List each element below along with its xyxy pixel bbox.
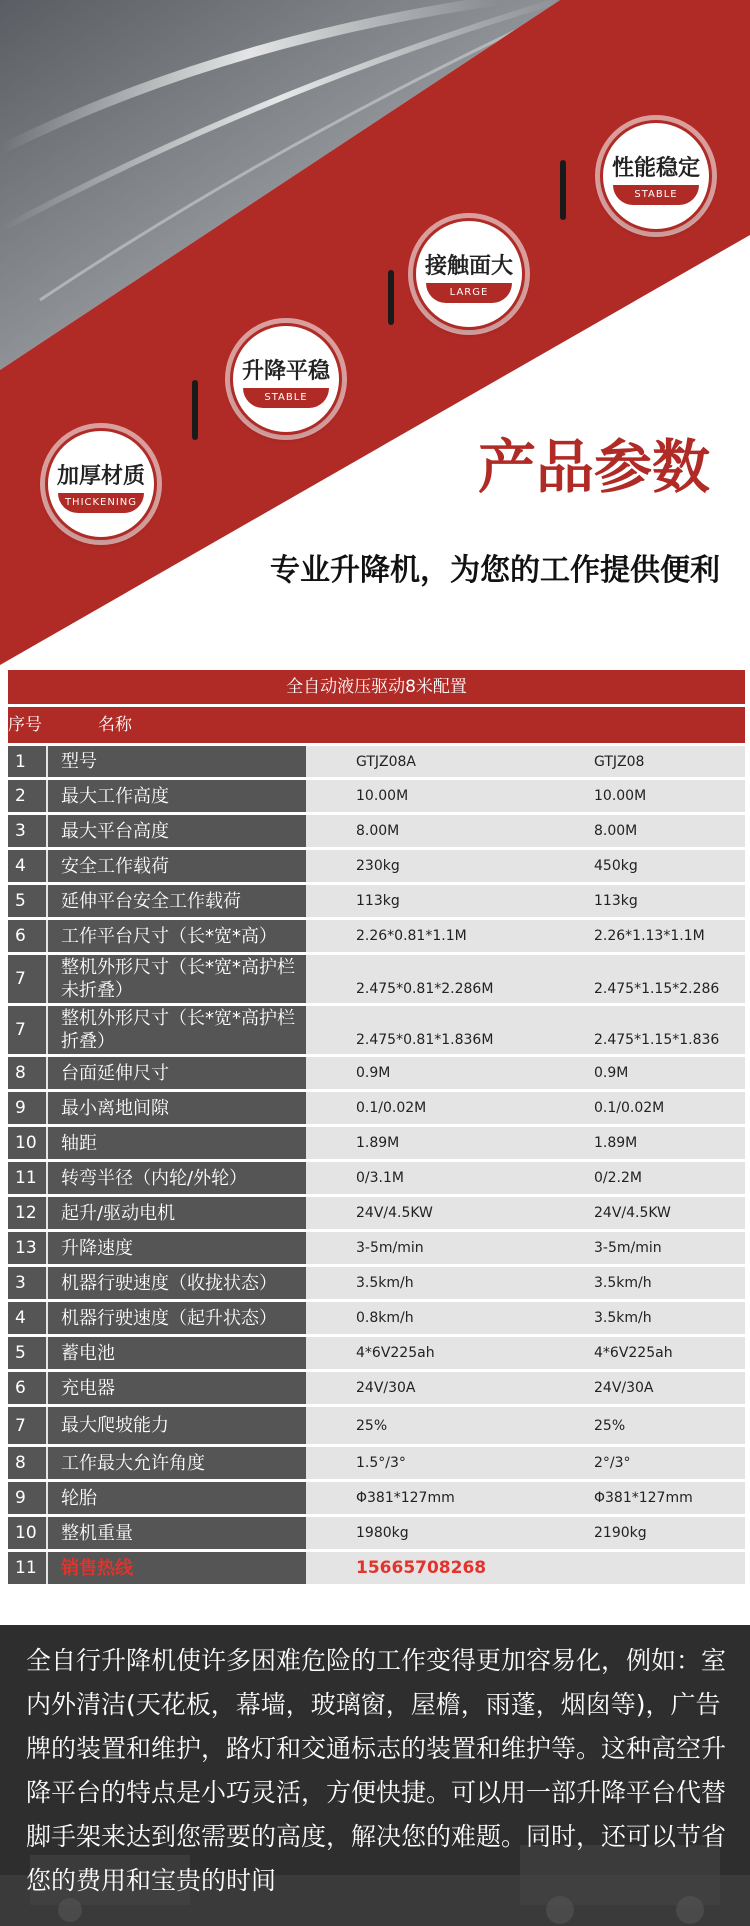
row-index: 4 [8,1302,46,1334]
row-index: 7 [8,1006,46,1054]
row-name: 工作最大允许角度 [48,1447,306,1479]
table-row [8,1162,745,1194]
badge-label: 升降平稳 [241,359,330,384]
table-row [8,1267,745,1299]
row-name: 机器行驶速度（起升状态） [48,1302,306,1334]
value-gtjz08: 2.26*1.13*1.1M [594,928,705,944]
value-gtjz08a: 24V/4.5KW [356,1205,433,1221]
value-gtjz08a: 2.475*0.81*1.836M [356,1032,494,1048]
badge-label: 加厚材质 [56,464,145,489]
table-header [8,707,745,743]
value-gtjz08a: 0.9M [356,1065,391,1081]
row-name: 转弯半径（内轮/外轮） [48,1162,306,1194]
value-gtjz08a: 1.89M [356,1135,400,1151]
description-panel [0,1625,750,1926]
header-index: 序号 [8,715,42,735]
table-row [8,815,745,847]
badge-divider [192,380,198,440]
table-row [8,1447,745,1479]
badge-divider [560,160,566,220]
row-name: 蓄电池 [48,1337,306,1369]
value-gtjz08a: 3-5m/min [356,1240,424,1256]
row-name: 台面延伸尺寸 [48,1057,306,1089]
value-gtjz08: 450kg [594,858,638,874]
value-gtjz08a: 230kg [356,858,400,874]
row-name: 工作平台尺寸（长*宽*高） [48,920,306,952]
row-index: 1 [8,746,46,777]
table-row [8,1197,745,1229]
row-index: 11 [8,1162,46,1194]
row-name: 销售热线 [48,1552,306,1584]
value-gtjz08a: Φ381*127mm [356,1490,455,1506]
value-gtjz08: 2.475*1.15*1.836 [594,1032,720,1048]
value-gtjz08a: 0.8km/h [356,1310,414,1326]
row-name: 延伸平台安全工作载荷 [48,885,306,917]
value-gtjz08a: 3.5km/h [356,1275,414,1291]
value-gtjz08: 25% [594,1417,626,1434]
value-gtjz08: 4*6V225ah [594,1345,673,1361]
row-name: 整机外形尺寸（长*宽*高护栏折叠） [48,1006,306,1054]
row-index: 2 [8,780,46,812]
badge-large-contact [413,218,525,330]
page-title: 产品参数 [477,433,710,501]
hero-banner [0,0,750,665]
value-gtjz08a: 4*6V225ah [356,1345,435,1361]
value-gtjz08a: 15665708268 [356,1558,487,1578]
table-row [8,1232,745,1264]
table-row [8,1057,745,1089]
row-name: 型号 [48,746,306,777]
badge-divider [388,270,394,325]
row-index: 7 [8,955,46,1003]
row-index: 8 [8,1447,46,1479]
value-gtjz08a: 10.00M [356,788,409,804]
value-gtjz08a: 2.26*0.81*1.1M [356,928,467,944]
row-name: 整机重量 [48,1517,306,1549]
header-name: 名称 [98,715,132,735]
row-index: 12 [8,1197,46,1229]
row-index: 6 [8,920,46,952]
value-gtjz08: 24V/4.5KW [594,1205,671,1221]
row-name: 最大平台高度 [48,815,306,847]
table-body [8,746,745,1584]
value-gtjz08: 2.475*1.15*2.286 [594,981,720,997]
value-gtjz08a: 1.5°/3° [356,1455,406,1471]
table-row [8,780,745,812]
row-index: 8 [8,1057,46,1089]
value-gtjz08: 3.5km/h [594,1310,652,1326]
table-row [8,1006,745,1054]
table-row [8,885,745,917]
row-name: 起升/驱动电机 [48,1197,306,1229]
value-gtjz08: 8.00M [594,823,638,839]
row-name: 轴距 [48,1127,306,1159]
badge-sublabel: STABLE [243,388,329,408]
value-gtjz08: 2190kg [594,1525,647,1541]
row-index: 11 [8,1552,46,1584]
value-gtjz08: GTJZ08 [594,753,645,770]
value-gtjz08: 2°/3° [594,1455,631,1471]
badge-sublabel: THICKENING [58,493,144,513]
row-index: 5 [8,885,46,917]
value-gtjz08: 0.9M [594,1065,629,1081]
row-name: 升降速度 [48,1232,306,1264]
page-subtitle: 专业升降机，为您的工作提供便利 [270,553,720,588]
table-row [8,1337,745,1369]
row-index: 9 [8,1092,46,1124]
table-row [8,1517,745,1549]
row-name: 最大工作高度 [48,780,306,812]
value-gtjz08a: 1980kg [356,1525,409,1541]
row-index: 13 [8,1232,46,1264]
badge-stable-performance [600,120,712,232]
badge-smooth-lifting [230,323,342,435]
row-name: 最小离地间隙 [48,1092,306,1124]
description-text: 全自行升降机使许多困难危险的工作变得更加容易化，例如：室内外清洁(天花板，幕墙，玻璃窗，屋檐，雨蓬，烟囱等)，广告牌的装置和维护，路灯和交通标志的装置和维护等。这种高空升降平台的特点是小巧灵活，方便快捷。可以用一部升降平台代替脚手架来达到您需要的高度，解决您的难题。同时，还可以节省您的费用和宝贵的时间 [26,1646,727,1895]
value-gtjz08a: 8.00M [356,823,400,839]
row-index: 4 [8,850,46,882]
value-gtjz08: 0.1/0.02M [594,1100,665,1116]
value-gtjz08: 24V/30A [594,1380,654,1396]
value-gtjz08a: 24V/30A [356,1380,416,1396]
value-gtjz08a: GTJZ08A [356,753,417,770]
row-index: 9 [8,1482,46,1514]
value-gtjz08: 10.00M [594,788,647,804]
value-gtjz08: 3-5m/min [594,1240,662,1256]
value-gtjz08a: 113kg [356,893,400,909]
badge-label: 性能稳定 [611,156,700,181]
row-index: 10 [8,1127,46,1159]
row-index: 7 [8,1407,46,1444]
table-row [8,1482,745,1514]
badge-thickening [45,428,157,540]
table-row [8,850,745,882]
table-row [8,1552,745,1584]
value-gtjz08a: 0/3.1M [356,1170,404,1186]
row-index: 3 [8,815,46,847]
table-row [8,1092,745,1124]
table-row [8,1127,745,1159]
row-index: 3 [8,1267,46,1299]
row-name: 机器行驶速度（收拢状态） [48,1267,306,1299]
table-row [8,955,745,1003]
row-index: 10 [8,1517,46,1549]
row-index: 6 [8,1372,46,1404]
value-gtjz08: 1.89M [594,1135,638,1151]
row-index: 5 [8,1337,46,1369]
value-gtjz08: Φ381*127mm [594,1490,693,1506]
value-gtjz08: 113kg [594,893,638,909]
value-gtjz08: 3.5km/h [594,1275,652,1291]
badge-sublabel: STABLE [613,185,699,205]
spec-table [8,670,745,1584]
table-row [8,1372,745,1404]
value-gtjz08a: 0.1/0.02M [356,1100,427,1116]
row-name: 轮胎 [48,1482,306,1514]
row-name: 安全工作载荷 [48,850,306,882]
row-name: 整机外形尺寸（长*宽*高护栏未折叠） [48,955,306,1003]
table-row [8,1407,745,1444]
table-row [8,920,745,952]
table-row [8,746,745,777]
value-gtjz08: 0/2.2M [594,1170,642,1186]
table-title: 全自动液压驱动8米配置 [8,670,745,704]
badge-label: 接触面大 [424,254,513,279]
row-name: 充电器 [48,1372,306,1404]
badge-sublabel: LARGE [426,283,512,303]
table-row [8,1302,745,1334]
value-gtjz08a: 25% [356,1417,388,1434]
value-gtjz08a: 2.475*0.81*2.286M [356,981,494,997]
row-name: 最大爬坡能力 [48,1407,306,1444]
